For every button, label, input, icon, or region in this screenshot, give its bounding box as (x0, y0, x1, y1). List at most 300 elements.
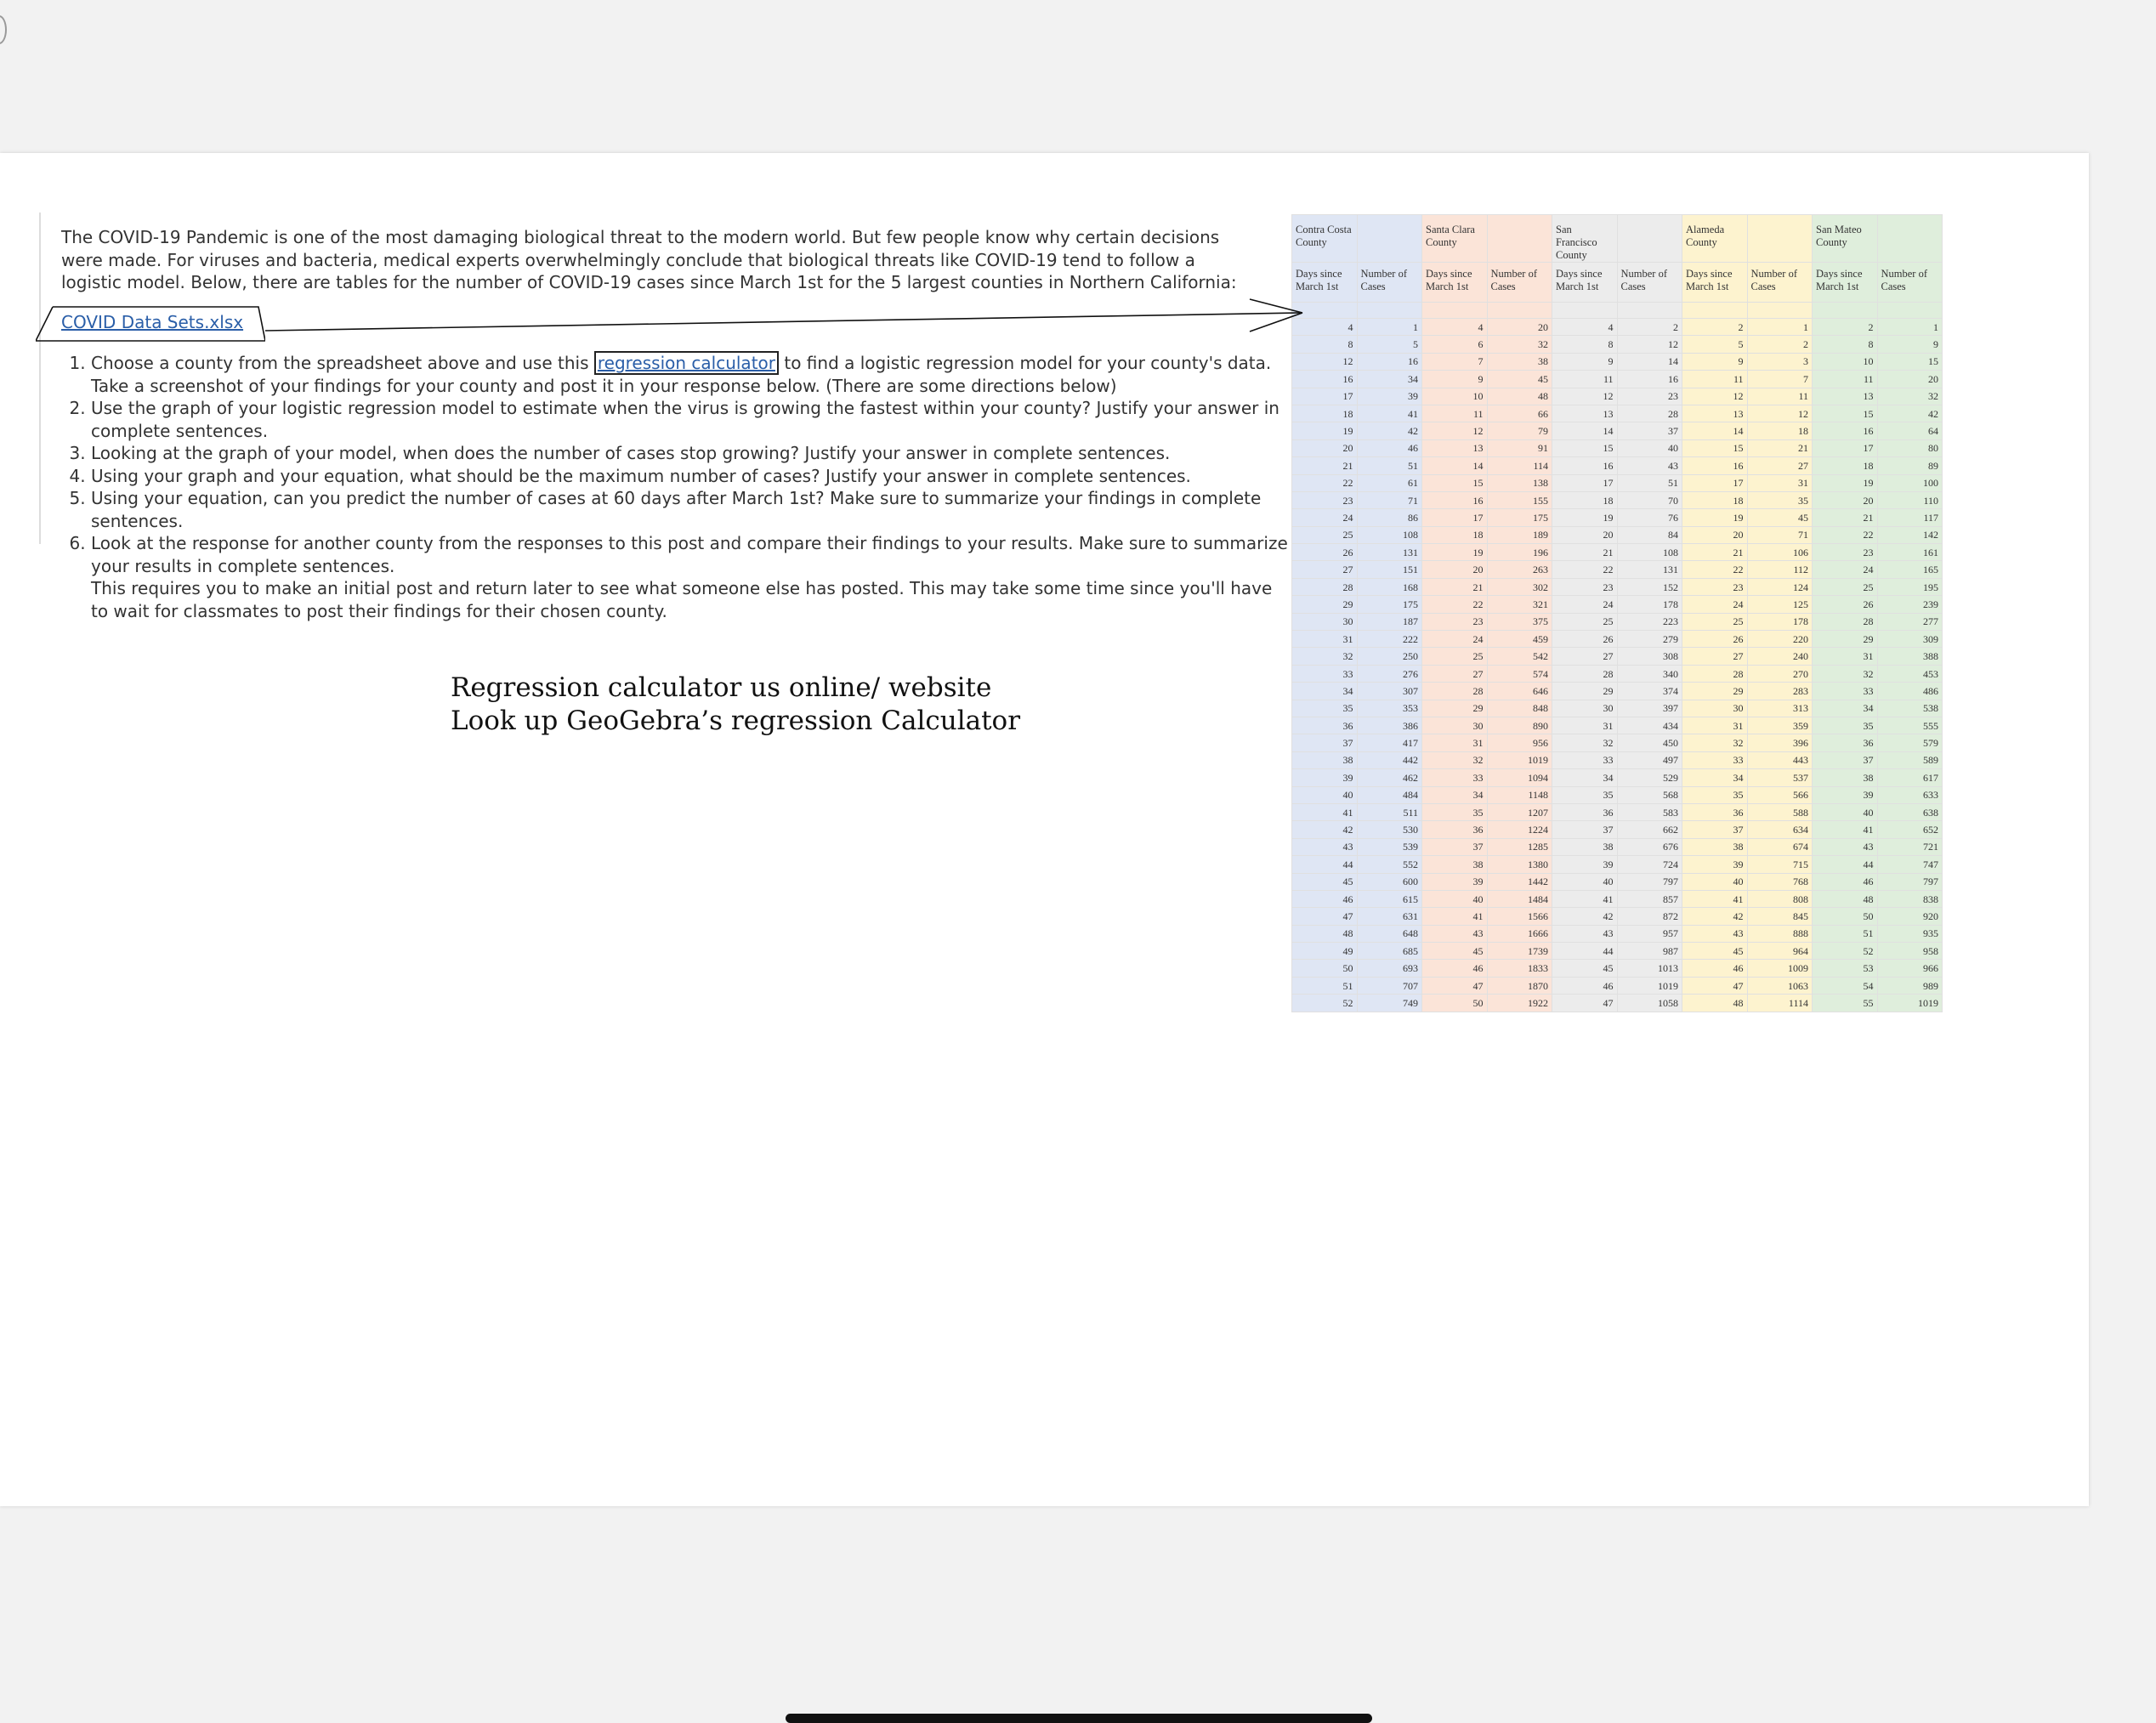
table-row (1292, 890, 1943, 907)
table-cell: 32 (1552, 734, 1618, 751)
table-cell: 39 (1813, 786, 1878, 803)
table-cell: 39 (1682, 856, 1748, 873)
table-cell: 34 (1422, 786, 1488, 803)
table-cell: 27 (1682, 648, 1748, 665)
table-row (1292, 405, 1943, 422)
table-cell: 76 (1617, 509, 1682, 526)
table-cell: 1739 (1487, 943, 1552, 960)
question-6-note: This requires you to make an initial post and return later to see what someone else has posted. This may take some time since you'll have to wait for classmates to post their findings for their chosen county. (91, 578, 1273, 621)
table-cell: 48 (1682, 995, 1748, 1012)
table-cell: 8 (1552, 336, 1618, 353)
table-row (1292, 977, 1943, 994)
table-cell: 724 (1617, 856, 1682, 873)
table-cell: 14 (1682, 422, 1748, 439)
table-cell: 28 (1552, 665, 1618, 682)
table-row (1292, 439, 1943, 456)
table-cell: 41 (1422, 908, 1488, 925)
table-cell: 29 (1682, 683, 1748, 700)
table-row (1292, 751, 1943, 768)
table-cell: 37 (1292, 734, 1358, 751)
table-cell: 30 (1422, 717, 1488, 734)
table-cell: 872 (1617, 908, 1682, 925)
table-cell: 64 (1877, 422, 1943, 439)
table-cell: 29 (1552, 683, 1618, 700)
table-cell: 26 (1552, 631, 1618, 648)
column-header-days: Days since March 1st (1813, 263, 1878, 303)
table-row (1292, 388, 1943, 405)
empty-header-cell (1617, 215, 1682, 263)
table-cell: 66 (1487, 405, 1552, 422)
table-cell: 442 (1357, 751, 1422, 768)
table-cell: 7 (1747, 371, 1813, 388)
table-cell: 31 (1682, 717, 1748, 734)
column-header-cases: Number of Cases (1357, 263, 1422, 303)
table-cell: 313 (1747, 700, 1813, 717)
table-cell: 768 (1747, 873, 1813, 890)
table-cell: 46 (1357, 439, 1422, 456)
table-cell: 34 (1292, 683, 1358, 700)
table-cell: 223 (1617, 613, 1682, 630)
table-cell: 888 (1747, 925, 1813, 942)
spacer-cell (1487, 303, 1552, 319)
table-cell: 16 (1292, 371, 1358, 388)
table-cell: 652 (1877, 821, 1943, 838)
table-cell: 35 (1747, 491, 1813, 508)
table-cell: 22 (1813, 526, 1878, 543)
table-cell: 797 (1617, 873, 1682, 890)
table-cell: 23 (1682, 578, 1748, 595)
table-cell: 106 (1747, 544, 1813, 561)
table-cell: 17 (1292, 388, 1358, 405)
spacer-cell (1422, 303, 1488, 319)
table-row (1292, 509, 1943, 526)
table-cell: 20 (1682, 526, 1748, 543)
table-row (1292, 838, 1943, 855)
table-row (1292, 717, 1943, 734)
table-cell: 50 (1292, 960, 1358, 977)
table-row (1292, 457, 1943, 474)
table-cell: 958 (1877, 943, 1943, 960)
table-cell: 11 (1747, 388, 1813, 405)
table-cell: 634 (1747, 821, 1813, 838)
table-cell: 43 (1682, 925, 1748, 942)
table-cell: 43 (1292, 838, 1358, 855)
table-cell: 276 (1357, 665, 1422, 682)
table-cell: 19 (1813, 474, 1878, 491)
table-cell: 21 (1747, 439, 1813, 456)
table-row (1292, 786, 1943, 803)
table-cell: 175 (1357, 596, 1422, 613)
table-cell: 50 (1422, 995, 1488, 1012)
table-cell: 9 (1877, 336, 1943, 353)
table-cell: 308 (1617, 648, 1682, 665)
county-name-cell: Santa Clara County (1422, 215, 1488, 263)
table-row (1292, 422, 1943, 439)
table-cell: 18 (1292, 405, 1358, 422)
table-cell: 32 (1813, 665, 1878, 682)
table-cell: 1833 (1487, 960, 1552, 977)
table-cell: 41 (1552, 890, 1618, 907)
table-cell: 12 (1747, 405, 1813, 422)
table-cell: 459 (1487, 631, 1552, 648)
table-cell: 155 (1487, 491, 1552, 508)
table-cell: 453 (1877, 665, 1943, 682)
table-cell: 5 (1682, 336, 1748, 353)
column-header-cases: Number of Cases (1747, 263, 1813, 303)
question-4: 4. Using your graph and your equation, what should be the maximum number of cases? Justify your answer in complete sentences. (91, 465, 1290, 488)
column-header-row (1292, 263, 1943, 303)
county-name-cell: San Mateo County (1813, 215, 1878, 263)
table-cell: 40 (1422, 890, 1488, 907)
table-cell: 12 (1292, 353, 1358, 370)
table-cell: 277 (1877, 613, 1943, 630)
table-cell: 28 (1682, 665, 1748, 682)
table-cell: 693 (1357, 960, 1422, 977)
table-cell: 21 (1422, 578, 1488, 595)
table-cell: 497 (1617, 751, 1682, 768)
table-cell: 486 (1877, 683, 1943, 700)
table-row (1292, 683, 1943, 700)
table-cell: 13 (1422, 439, 1488, 456)
table-cell: 589 (1877, 751, 1943, 768)
table-cell: 956 (1487, 734, 1552, 751)
screen-corner-mark (0, 15, 7, 44)
table-cell: 39 (1552, 856, 1618, 873)
table-cell: 15 (1813, 405, 1878, 422)
table-cell: 51 (1292, 977, 1358, 994)
column-header-days: Days since March 1st (1422, 263, 1488, 303)
table-cell: 340 (1617, 665, 1682, 682)
table-cell: 25 (1552, 613, 1618, 630)
table-cell: 17 (1813, 439, 1878, 456)
table-cell: 23 (1552, 578, 1618, 595)
column-header-cases: Number of Cases (1487, 263, 1552, 303)
table-cell: 443 (1747, 751, 1813, 768)
table-cell: 45 (1552, 960, 1618, 977)
table-cell: 33 (1552, 751, 1618, 768)
table-row (1292, 474, 1943, 491)
table-cell: 4 (1292, 319, 1358, 336)
table-cell: 15 (1422, 474, 1488, 491)
spacer-cell (1617, 303, 1682, 319)
table-cell: 808 (1747, 890, 1813, 907)
table-cell: 13 (1682, 405, 1748, 422)
table-cell: 17 (1682, 474, 1748, 491)
table-cell: 240 (1747, 648, 1813, 665)
table-cell: 31 (1813, 648, 1878, 665)
table-cell: 309 (1877, 631, 1943, 648)
question-2: 2. Use the graph of your logistic regression model to estimate when the virus is growing the fastest within your county? Justify your answer in complete sentences. (91, 397, 1290, 442)
table-cell: 46 (1552, 977, 1618, 994)
table-cell: 27 (1747, 457, 1813, 474)
spacer-cell (1682, 303, 1748, 319)
table-cell: 9 (1422, 371, 1488, 388)
table-cell: 34 (1552, 769, 1618, 786)
table-cell: 555 (1877, 717, 1943, 734)
table-cell: 31 (1292, 631, 1358, 648)
column-header-cases: Number of Cases (1617, 263, 1682, 303)
table-cell: 108 (1357, 526, 1422, 543)
table-cell: 45 (1487, 371, 1552, 388)
table-cell: 31 (1552, 717, 1618, 734)
table-cell: 18 (1682, 491, 1748, 508)
table-cell: 54 (1813, 977, 1878, 994)
table-cell: 189 (1487, 526, 1552, 543)
table-cell: 27 (1292, 561, 1358, 578)
table-cell: 91 (1487, 439, 1552, 456)
table-cell: 33 (1292, 665, 1358, 682)
table-cell: 27 (1422, 665, 1488, 682)
table-cell: 1019 (1487, 751, 1552, 768)
table-cell: 749 (1357, 995, 1422, 1012)
discussion-prompt (39, 213, 1288, 621)
table-cell: 13 (1813, 388, 1878, 405)
table-cell: 49 (1292, 943, 1358, 960)
table-cell: 15 (1877, 353, 1943, 370)
table-cell: 386 (1357, 717, 1422, 734)
table-cell: 23 (1422, 613, 1488, 630)
table-cell: 964 (1747, 943, 1813, 960)
table-cell: 239 (1877, 596, 1943, 613)
table-cell: 20 (1422, 561, 1488, 578)
table-cell: 530 (1357, 821, 1422, 838)
table-cell: 71 (1747, 526, 1813, 543)
table-cell: 1148 (1487, 786, 1552, 803)
table-cell: 1063 (1747, 977, 1813, 994)
table-cell: 579 (1877, 734, 1943, 751)
table-cell: 32 (1682, 734, 1748, 751)
table-cell: 747 (1877, 856, 1943, 873)
table-cell: 989 (1877, 977, 1943, 994)
table-cell: 270 (1747, 665, 1813, 682)
table-cell: 797 (1877, 873, 1943, 890)
table-cell: 662 (1617, 821, 1682, 838)
table-row (1292, 631, 1943, 648)
table-cell: 152 (1617, 578, 1682, 595)
table-cell: 22 (1552, 561, 1618, 578)
table-row (1292, 319, 1943, 336)
table-cell: 161 (1877, 544, 1943, 561)
table-cell: 70 (1617, 491, 1682, 508)
column-header-days: Days since March 1st (1552, 263, 1618, 303)
table-cell: 38 (1422, 856, 1488, 873)
spacer-cell (1813, 303, 1878, 319)
table-cell: 25 (1682, 613, 1748, 630)
table-cell: 529 (1617, 769, 1682, 786)
table-cell: 857 (1617, 890, 1682, 907)
table-cell: 45 (1747, 509, 1813, 526)
table-cell: 30 (1682, 700, 1748, 717)
table-cell: 117 (1877, 509, 1943, 526)
table-cell: 11 (1422, 405, 1488, 422)
table-cell: 12 (1422, 422, 1488, 439)
table-cell: 845 (1747, 908, 1813, 925)
table-cell: 42 (1357, 422, 1422, 439)
table-cell: 48 (1292, 925, 1358, 942)
table-cell: 16 (1813, 422, 1878, 439)
table-cell: 151 (1357, 561, 1422, 578)
table-cell: 1484 (1487, 890, 1552, 907)
table-cell: 7 (1422, 353, 1488, 370)
document-page (0, 153, 2089, 1506)
table-cell: 84 (1617, 526, 1682, 543)
table-cell: 552 (1357, 856, 1422, 873)
table-cell: 43 (1422, 925, 1488, 942)
county-name-cell: San Francisco County (1552, 215, 1618, 263)
table-cell: 388 (1877, 648, 1943, 665)
table-cell: 86 (1357, 509, 1422, 526)
table-cell: 125 (1747, 596, 1813, 613)
table-cell: 178 (1617, 596, 1682, 613)
table-cell: 178 (1747, 613, 1813, 630)
table-cell: 10 (1422, 388, 1488, 405)
table-cell: 22 (1682, 561, 1748, 578)
column-header-days: Days since March 1st (1292, 263, 1358, 303)
table-cell: 3 (1747, 353, 1813, 370)
table-cell: 631 (1357, 908, 1422, 925)
table-cell: 142 (1877, 526, 1943, 543)
table-cell: 1380 (1487, 856, 1552, 873)
table-cell: 41 (1357, 405, 1422, 422)
table-cell: 52 (1292, 995, 1358, 1012)
table-cell: 38 (1682, 838, 1748, 855)
table-cell: 19 (1422, 544, 1488, 561)
table-cell: 21 (1682, 544, 1748, 561)
table-cell: 26 (1292, 544, 1358, 561)
table-cell: 263 (1487, 561, 1552, 578)
table-cell: 16 (1682, 457, 1748, 474)
table-cell: 51 (1617, 474, 1682, 491)
table-cell: 24 (1552, 596, 1618, 613)
table-cell: 2 (1813, 319, 1878, 336)
table-cell: 1013 (1617, 960, 1682, 977)
table-cell: 1922 (1487, 995, 1552, 1012)
table-cell: 138 (1487, 474, 1552, 491)
table-cell: 35 (1292, 700, 1358, 717)
table-cell: 16 (1422, 491, 1488, 508)
table-cell: 28 (1422, 683, 1488, 700)
table-cell: 375 (1487, 613, 1552, 630)
empty-header-cell (1357, 215, 1422, 263)
table-cell: 42 (1292, 821, 1358, 838)
table-cell: 715 (1747, 856, 1813, 873)
table-cell: 16 (1357, 353, 1422, 370)
handwritten-line-1: Regression calculator us online/ website (451, 672, 992, 703)
table-cell: 18 (1422, 526, 1488, 543)
table-cell: 55 (1813, 995, 1878, 1012)
table-cell: 12 (1682, 388, 1748, 405)
table-cell: 9 (1552, 353, 1618, 370)
home-indicator (786, 1714, 1372, 1723)
handwritten-note (451, 672, 1216, 738)
table-cell: 114 (1487, 457, 1552, 474)
table-cell: 41 (1682, 890, 1748, 907)
column-header-cases: Number of Cases (1877, 263, 1943, 303)
table-cell: 36 (1422, 821, 1488, 838)
table-cell: 848 (1487, 700, 1552, 717)
intro-paragraph: The COVID-19 Pandemic is one of the most damaging biological threat to the modern world. But few people know why certain decisions were made. For viruses and bacteria, medical experts overwhelmingly conclude that biological threats like COVID-19 tend to follow a logistic model. Below, there are tables for the number of COVID-19 cases since March 1st for the 5 largest counties in Northern California: (61, 227, 1237, 292)
table-cell: 6 (1422, 336, 1488, 353)
table-cell: 44 (1813, 856, 1878, 873)
regression-calculator-link[interactable]: regression calculator (594, 351, 779, 375)
table-cell: 11 (1682, 371, 1748, 388)
table-cell: 359 (1747, 717, 1813, 734)
table-cell: 43 (1813, 838, 1878, 855)
table-cell: 13 (1552, 405, 1618, 422)
table-cell: 24 (1292, 509, 1358, 526)
empty-header-cell (1487, 215, 1552, 263)
table-row (1292, 908, 1943, 925)
table-cell: 987 (1617, 943, 1682, 960)
table-cell: 32 (1422, 751, 1488, 768)
table-row (1292, 821, 1943, 838)
table-cell: 41 (1292, 803, 1358, 820)
table-cell: 30 (1292, 613, 1358, 630)
question-list (61, 352, 1290, 622)
table-cell: 1207 (1487, 803, 1552, 820)
table-cell: 417 (1357, 734, 1422, 751)
covid-data-spreadsheet (1291, 214, 1943, 1009)
table-cell: 32 (1292, 648, 1358, 665)
table-cell: 52 (1813, 943, 1878, 960)
table-cell: 676 (1617, 838, 1682, 855)
table-cell: 1566 (1487, 908, 1552, 925)
table-row (1292, 544, 1943, 561)
table-cell: 45 (1292, 873, 1358, 890)
table-row (1292, 856, 1943, 873)
table-cell: 38 (1487, 353, 1552, 370)
table-cell: 39 (1357, 388, 1422, 405)
table-cell: 38 (1813, 769, 1878, 786)
table-cell: 397 (1617, 700, 1682, 717)
table-cell: 46 (1292, 890, 1358, 907)
table-cell: 11 (1813, 371, 1878, 388)
table-cell: 40 (1292, 786, 1358, 803)
table-cell: 1285 (1487, 838, 1552, 855)
table-cell: 568 (1617, 786, 1682, 803)
table-cell: 542 (1487, 648, 1552, 665)
table-row (1292, 526, 1943, 543)
table-cell: 18 (1552, 491, 1618, 508)
table-cell: 15 (1552, 439, 1618, 456)
table-cell: 26 (1682, 631, 1748, 648)
table-row (1292, 596, 1943, 613)
column-header-days: Days since March 1st (1682, 263, 1748, 303)
table-cell: 19 (1682, 509, 1748, 526)
table-cell: 16 (1617, 371, 1682, 388)
table-cell: 32 (1877, 388, 1943, 405)
table-cell: 22 (1292, 474, 1358, 491)
table-cell: 15 (1682, 439, 1748, 456)
table-cell: 45 (1682, 943, 1748, 960)
spacer-cell (1292, 303, 1358, 319)
table-row (1292, 648, 1943, 665)
table-cell: 36 (1813, 734, 1878, 751)
table-cell: 283 (1747, 683, 1813, 700)
table-row (1292, 613, 1943, 630)
table-cell: 42 (1552, 908, 1618, 925)
table-cell: 20 (1813, 491, 1878, 508)
table-cell: 29 (1422, 700, 1488, 717)
table-row (1292, 561, 1943, 578)
table-cell: 539 (1357, 838, 1422, 855)
table-cell: 648 (1357, 925, 1422, 942)
table-cell: 674 (1747, 838, 1813, 855)
table-row (1292, 371, 1943, 388)
table-cell: 24 (1682, 596, 1748, 613)
table-cell: 302 (1487, 578, 1552, 595)
file-link[interactable]: COVID Data Sets.xlsx (61, 312, 244, 332)
